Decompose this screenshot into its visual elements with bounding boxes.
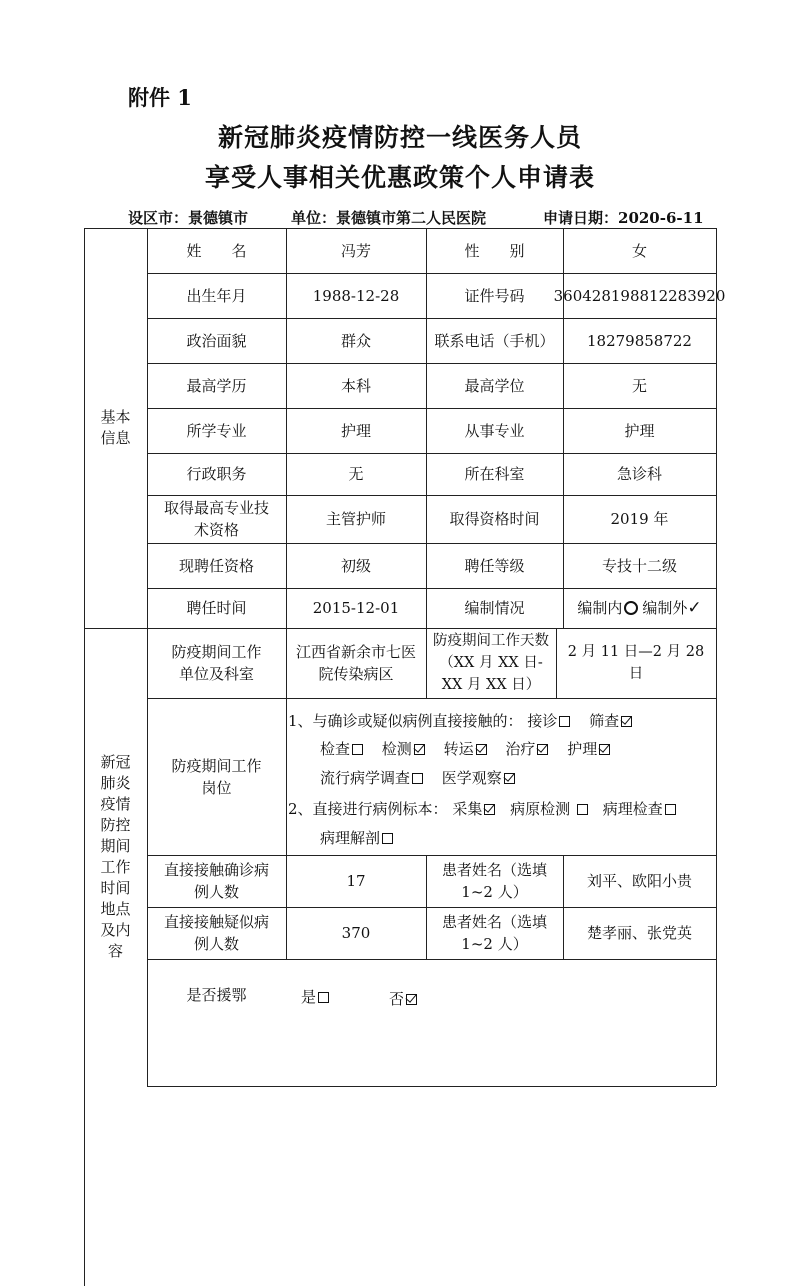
field-label-r5: 所在科室 — [464, 465, 525, 483]
confirmed-patient-names: 刘平、欧阳小贵 — [586, 872, 692, 890]
field-value-r4: 护理 — [340, 421, 371, 440]
option-shaicha: 筛查 — [589, 710, 632, 732]
epidemic-days-label: 防疫期间工作天数（XX 月 XX 日-XX 月 XX 日） — [433, 633, 549, 693]
field-label-r1: 出生年月 — [186, 286, 247, 305]
field-label-r4: 所学专业 — [186, 421, 247, 440]
header-unit: 单位：景德镇市第二人民医院 — [291, 209, 487, 227]
hubei-support-label: 是否援鄂 — [186, 986, 247, 1004]
option-yixue: 医学观察 — [442, 767, 515, 789]
checkbox-empty[interactable] — [412, 773, 423, 784]
field-value-r6: 2019 年 — [610, 510, 669, 528]
field-value-r4: 护理 — [624, 421, 655, 440]
option-jiance: 检测 — [382, 738, 425, 760]
suspected-patient-label: 患者姓名（选填 1~2 人） — [441, 913, 547, 953]
checkbox-empty[interactable] — [559, 716, 570, 727]
section-label-basic: 基本信息 — [100, 408, 131, 447]
staffing-in-label: 编制内 — [577, 599, 623, 617]
post-contact-heading: 1、与确诊或疑似病例直接接触的： — [288, 712, 523, 730]
post-line-5 — [320, 827, 750, 849]
field-label-r2: 联系电话（手机） — [434, 331, 555, 350]
confirmed-count-value: 17 — [346, 872, 366, 890]
checkbox-empty[interactable] — [665, 804, 676, 815]
post-line-3 — [320, 767, 750, 789]
option-bingyuan: 病原检测 — [510, 798, 588, 820]
field-value-r5: 急诊科 — [616, 465, 662, 483]
staffing-out-label: 编制外 — [642, 599, 688, 617]
suspected-count-label: 直接接触疑似病例人数 — [163, 913, 269, 953]
epidemic-days-value: 2 月 11 日—2 月 28 日 — [567, 644, 705, 682]
col-divider-post — [286, 698, 287, 855]
annex-label: 附件 1 — [128, 85, 192, 110]
epidemic-post-label: 防疫期间工作岗位 — [171, 756, 262, 797]
option-jiancha: 检查 — [320, 738, 363, 760]
hubei-no-option: 否 — [389, 988, 417, 1009]
field-value-r3: 本科 — [340, 376, 371, 395]
field-value-r7: 专技十二级 — [601, 556, 677, 575]
option-jiezhen: 接诊 — [527, 710, 570, 732]
row-line — [147, 1086, 716, 1087]
field-label-r0: 姓 名 — [186, 241, 247, 260]
field-value-r7: 初级 — [340, 556, 371, 575]
field-label-r6: 取得资格时间 — [449, 510, 540, 528]
field-value-r1: 1988-12-28 — [312, 286, 400, 305]
checkbox-empty[interactable] — [577, 804, 588, 815]
field-label-r5: 行政职务 — [186, 465, 247, 483]
header-date: 申请日期：2020-6-11 — [543, 209, 704, 227]
field-label-r1: 证件号码 — [464, 286, 525, 305]
checkbox-checked[interactable] — [621, 716, 632, 727]
checkbox-checked[interactable] — [504, 773, 515, 784]
post-specimen-heading: 2、直接进行病例标本： — [288, 800, 448, 818]
option-zhuanyun: 转运 — [444, 738, 487, 760]
field-label-r3: 最高学位 — [464, 376, 525, 395]
epidemic-unit-value: 江西省新余市七医院传染病区 — [295, 643, 416, 683]
staffing-out-tick: ✓ — [687, 598, 702, 618]
field-label-r0: 性 别 — [464, 241, 525, 260]
post-line-4 — [288, 798, 718, 820]
table-border-right — [716, 228, 717, 1086]
epidemic-unit-label: 防疫期间工作单位及科室 — [171, 643, 262, 683]
checkbox-empty[interactable] — [382, 833, 393, 844]
field-label-r3: 最高学历 — [186, 376, 247, 395]
post-line-1 — [288, 710, 718, 732]
document-title-line2: 享受人事相关优惠政策个人申请表 — [204, 163, 595, 192]
field-label-r2: 政治面貌 — [186, 331, 247, 350]
field-value-r5: 无 — [348, 465, 364, 483]
field-value-r8: 2015-12-01 — [312, 599, 400, 617]
document-title-line1: 新冠肺炎疫情防控一线医务人员 — [217, 123, 582, 152]
option-zhiliao: 治疗 — [505, 738, 548, 760]
field-label-r8: 聘任时间 — [186, 599, 247, 617]
confirmed-patient-label: 患者姓名（选填 1~2 人） — [441, 861, 547, 901]
staffing-in-selected-icon[interactable] — [624, 601, 638, 615]
field-value-r0: 女 — [631, 241, 647, 260]
field-value-r0: 冯芳 — [340, 241, 371, 260]
field-value-r2: 群众 — [340, 331, 371, 350]
checkbox-empty[interactable] — [318, 992, 329, 1003]
option-binglijp: 病理解剖 — [320, 827, 393, 849]
checkbox-empty[interactable] — [352, 744, 363, 755]
field-label-r6: 取得最高专业技术资格 — [163, 499, 269, 539]
hubei-yes-option: 是 — [301, 986, 329, 1007]
field-value-r3: 无 — [631, 376, 647, 395]
option-caiji: 采集 — [452, 798, 495, 820]
suspected-count-value: 370 — [341, 924, 371, 942]
row-line — [147, 959, 716, 960]
confirmed-count-label: 直接接触确诊病例人数 — [163, 861, 269, 901]
field-label-r4: 从事专业 — [464, 421, 525, 440]
checkbox-checked[interactable] — [414, 744, 425, 755]
field-label-r8: 编制情况 — [464, 599, 525, 617]
checkbox-checked[interactable] — [599, 744, 610, 755]
suspected-patient-names: 楚孝丽、张党英 — [586, 924, 692, 942]
checkbox-checked[interactable] — [476, 744, 487, 755]
checkbox-checked[interactable] — [484, 804, 495, 815]
checkbox-checked[interactable] — [537, 744, 548, 755]
field-value-r6: 主管护师 — [325, 510, 386, 528]
header-city: 设区市：景德镇市 — [128, 209, 249, 227]
section-label-covid: 新冠肺炎疫情防控期间工作时间地点及内容 — [100, 753, 131, 960]
field-label-r7: 现聘任资格 — [178, 556, 254, 575]
checkbox-checked[interactable] — [406, 994, 417, 1005]
field-value-r2: 18279858722 — [587, 331, 692, 350]
staffing-options — [563, 588, 716, 628]
field-label-r7: 聘任等级 — [464, 556, 525, 575]
option-binglijc: 病理检查 — [603, 798, 676, 820]
option-liuxing: 流行病学调查 — [320, 767, 423, 789]
post-line-2 — [320, 738, 750, 760]
option-huli: 护理 — [567, 738, 610, 760]
field-value-r1: 360428198812283920 — [553, 286, 726, 305]
